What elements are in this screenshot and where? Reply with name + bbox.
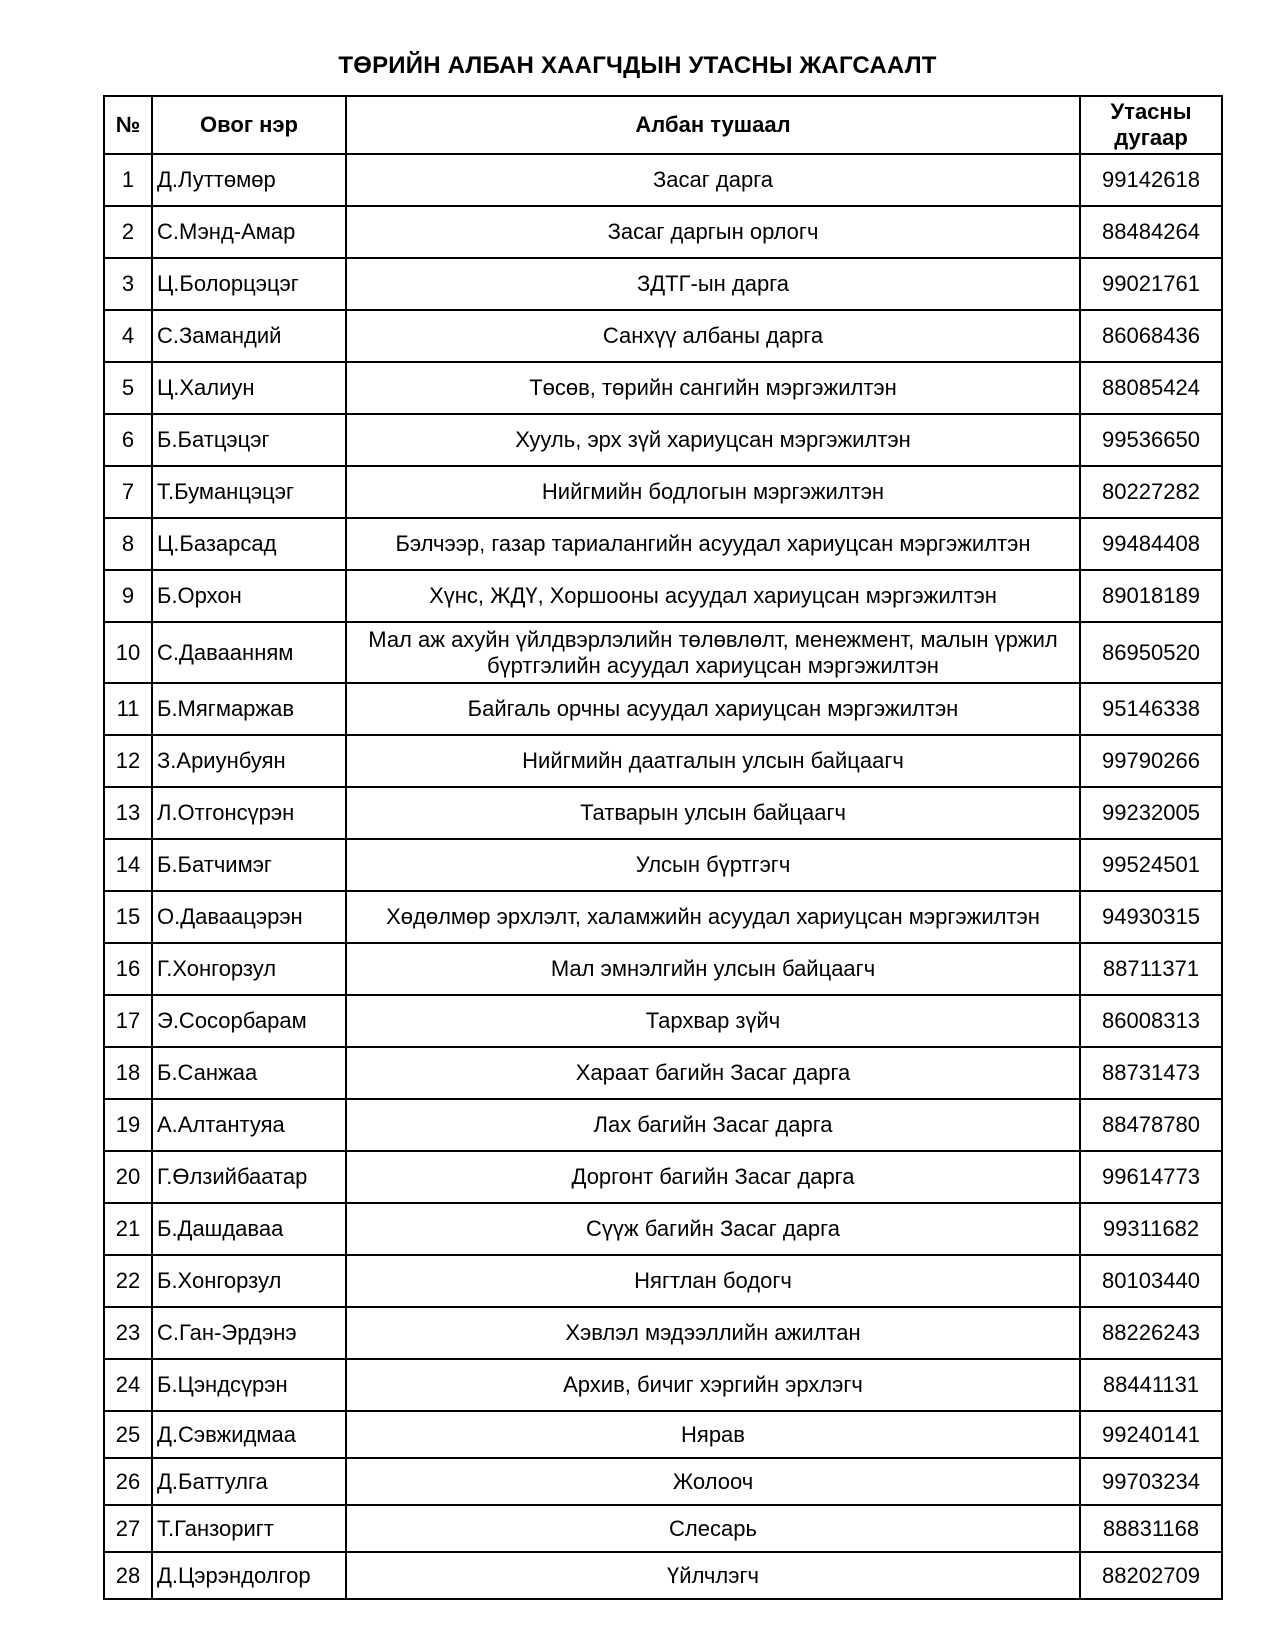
table-row [104, 1359, 1222, 1411]
table-header-row [104, 96, 1222, 154]
table-row [104, 258, 1222, 310]
cell-name: Ц.Базарсад [152, 518, 346, 570]
cell-phone: 88478780 [1080, 1099, 1222, 1151]
cell-position: Тархвар зүйч [346, 995, 1080, 1047]
cell-num: 6 [104, 414, 152, 466]
cell-num: 3 [104, 258, 152, 310]
table-row [104, 206, 1222, 258]
cell-phone: 99536650 [1080, 414, 1222, 466]
cell-phone: 86008313 [1080, 995, 1222, 1047]
cell-num: 2 [104, 206, 152, 258]
cell-position: Бэлчээр, газар тариалангийн асуудал хариуцсан мэргэжилтэн [346, 518, 1080, 570]
cell-name: Г.Өлзийбаатар [152, 1151, 346, 1203]
cell-name: Э.Сосорбарам [152, 995, 346, 1047]
cell-name: С.Ган-Эрдэнэ [152, 1307, 346, 1359]
cell-phone: 99232005 [1080, 787, 1222, 839]
cell-phone: 86950520 [1080, 622, 1222, 683]
cell-position: Мал аж ахуйн үйлдвэрлэлийн төлөвлөлт, менежмент, малын үржил бүртгэлийн асуудал хариуцсан мэргэжилтэн [346, 622, 1080, 683]
table-row [104, 891, 1222, 943]
cell-phone: 86068436 [1080, 310, 1222, 362]
cell-phone: 99703234 [1080, 1458, 1222, 1505]
cell-phone: 99021761 [1080, 258, 1222, 310]
cell-phone: 95146338 [1080, 683, 1222, 735]
cell-num: 8 [104, 518, 152, 570]
cell-position: Хэвлэл мэдээллийн ажилтан [346, 1307, 1080, 1359]
cell-phone: 80103440 [1080, 1255, 1222, 1307]
cell-position: Архив, бичиг хэргийн эрхлэгч [346, 1359, 1080, 1411]
page-title: ТӨРИЙН АЛБАН ХААГЧДЫН УТАСНЫ ЖАГСААЛТ [338, 52, 937, 79]
cell-name: Д.Баттулга [152, 1458, 346, 1505]
cell-num: 25 [104, 1411, 152, 1458]
cell-position: Слесарь [346, 1505, 1080, 1552]
table-row [104, 466, 1222, 518]
cell-position: Хууль, эрх зүй хариуцсан мэргэжилтэн [346, 414, 1080, 466]
cell-name: Ц.Халиун [152, 362, 346, 414]
cell-num: 19 [104, 1099, 152, 1151]
cell-name: О.Даваацэрэн [152, 891, 346, 943]
cell-phone: 99614773 [1080, 1151, 1222, 1203]
phone-list-table [103, 95, 1223, 1600]
cell-name: Б.Цэндсүрэн [152, 1359, 346, 1411]
header-phone: Утасны дугаар [1080, 96, 1222, 154]
header-position: Албан тушаал [346, 96, 1080, 154]
table-row [104, 1411, 1222, 1458]
cell-num: 1 [104, 154, 152, 206]
cell-num: 9 [104, 570, 152, 622]
table-row [104, 362, 1222, 414]
cell-position: Доргонт багийн Засаг дарга [346, 1151, 1080, 1203]
cell-name: Б.Дашдаваа [152, 1203, 346, 1255]
cell-name: Б.Батцэцэг [152, 414, 346, 466]
table-row [104, 839, 1222, 891]
cell-position: Санхүү албаны дарга [346, 310, 1080, 362]
cell-num: 24 [104, 1359, 152, 1411]
cell-num: 28 [104, 1552, 152, 1599]
table-row [104, 1505, 1222, 1552]
cell-name: Б.Мягмаржав [152, 683, 346, 735]
cell-phone: 88085424 [1080, 362, 1222, 414]
table-row [104, 154, 1222, 206]
cell-name: А.Алтантуяа [152, 1099, 346, 1151]
table-row [104, 570, 1222, 622]
cell-phone: 94930315 [1080, 891, 1222, 943]
cell-name: Б.Батчимэг [152, 839, 346, 891]
cell-num: 23 [104, 1307, 152, 1359]
cell-name: С.Замандий [152, 310, 346, 362]
cell-position: Татварын улсын байцаагч [346, 787, 1080, 839]
header-name: Овог нэр [152, 96, 346, 154]
table-row [104, 1307, 1222, 1359]
cell-num: 13 [104, 787, 152, 839]
cell-num: 26 [104, 1458, 152, 1505]
table-row [104, 995, 1222, 1047]
table-row [104, 414, 1222, 466]
table-row [104, 1255, 1222, 1307]
cell-phone: 88731473 [1080, 1047, 1222, 1099]
table-row [104, 943, 1222, 995]
table-row [104, 1458, 1222, 1505]
cell-name: З.Ариунбуян [152, 735, 346, 787]
table-row [104, 1099, 1222, 1151]
cell-name: Д.Луттөмөр [152, 154, 346, 206]
cell-num: 4 [104, 310, 152, 362]
table-row [104, 1203, 1222, 1255]
table-row [104, 1552, 1222, 1599]
table-row [104, 735, 1222, 787]
table-row [104, 1151, 1222, 1203]
cell-name: Д.Сэвжидмаа [152, 1411, 346, 1458]
cell-name: Л.Отгонсүрэн [152, 787, 346, 839]
cell-phone: 99790266 [1080, 735, 1222, 787]
cell-position: Нягтлан бодогч [346, 1255, 1080, 1307]
cell-phone: 99142618 [1080, 154, 1222, 206]
cell-phone: 99484408 [1080, 518, 1222, 570]
cell-name: Ц.Болорцэцэг [152, 258, 346, 310]
header-num: № [104, 96, 152, 154]
cell-num: 10 [104, 622, 152, 683]
table-row [104, 683, 1222, 735]
cell-name: Г.Хонгорзул [152, 943, 346, 995]
cell-num: 5 [104, 362, 152, 414]
cell-position: Засаг дарга [346, 154, 1080, 206]
cell-num: 7 [104, 466, 152, 518]
cell-position: Мал эмнэлгийн улсын байцаагч [346, 943, 1080, 995]
cell-position: ЗДТГ-ын дарга [346, 258, 1080, 310]
cell-num: 14 [104, 839, 152, 891]
table-row [104, 310, 1222, 362]
cell-position: Улсын бүртгэгч [346, 839, 1080, 891]
cell-phone: 99524501 [1080, 839, 1222, 891]
cell-num: 21 [104, 1203, 152, 1255]
cell-position: Засаг даргын орлогч [346, 206, 1080, 258]
cell-position: Үйлчлэгч [346, 1552, 1080, 1599]
cell-phone: 88831168 [1080, 1505, 1222, 1552]
cell-position: Жолооч [346, 1458, 1080, 1505]
cell-position: Нийгмийн даатгалын улсын байцаагч [346, 735, 1080, 787]
cell-num: 18 [104, 1047, 152, 1099]
cell-position: Нийгмийн бодлогын мэргэжилтэн [346, 466, 1080, 518]
table-row [104, 622, 1222, 683]
cell-phone: 99240141 [1080, 1411, 1222, 1458]
cell-phone: 88202709 [1080, 1552, 1222, 1599]
cell-num: 16 [104, 943, 152, 995]
cell-phone: 88484264 [1080, 206, 1222, 258]
cell-num: 17 [104, 995, 152, 1047]
cell-name: Б.Хонгорзул [152, 1255, 346, 1307]
cell-num: 15 [104, 891, 152, 943]
cell-position: Хөдөлмөр эрхлэлт, халамжийн асуудал хариуцсан мэргэжилтэн [346, 891, 1080, 943]
cell-position: Лах багийн Засаг дарга [346, 1099, 1080, 1151]
cell-num: 22 [104, 1255, 152, 1307]
cell-position: Төсөв, төрийн сангийн мэргэжилтэн [346, 362, 1080, 414]
cell-position: Сүүж багийн Засаг дарга [346, 1203, 1080, 1255]
cell-num: 12 [104, 735, 152, 787]
cell-num: 20 [104, 1151, 152, 1203]
cell-num: 27 [104, 1505, 152, 1552]
cell-phone: 88226243 [1080, 1307, 1222, 1359]
table-row [104, 518, 1222, 570]
cell-position: Байгаль орчны асуудал хариуцсан мэргэжилтэн [346, 683, 1080, 735]
cell-name: С.Мэнд-Амар [152, 206, 346, 258]
table-row [104, 1047, 1222, 1099]
table-body [104, 154, 1222, 1599]
cell-name: Б.Орхон [152, 570, 346, 622]
cell-phone: 88711371 [1080, 943, 1222, 995]
cell-name: С.Даваанням [152, 622, 346, 683]
cell-phone: 80227282 [1080, 466, 1222, 518]
cell-phone: 99311682 [1080, 1203, 1222, 1255]
cell-position: Нярав [346, 1411, 1080, 1458]
cell-position: Хараат багийн Засаг дарга [346, 1047, 1080, 1099]
table-row [104, 787, 1222, 839]
cell-position: Хүнс, ЖДҮ, Хоршооны асуудал хариуцсан мэргэжилтэн [346, 570, 1080, 622]
cell-name: Т.Буманцэцэг [152, 466, 346, 518]
cell-name: Д.Цэрэндолгор [152, 1552, 346, 1599]
cell-name: Б.Санжаа [152, 1047, 346, 1099]
cell-phone: 88441131 [1080, 1359, 1222, 1411]
cell-name: Т.Ганзоригт [152, 1505, 346, 1552]
cell-phone: 89018189 [1080, 570, 1222, 622]
cell-num: 11 [104, 683, 152, 735]
